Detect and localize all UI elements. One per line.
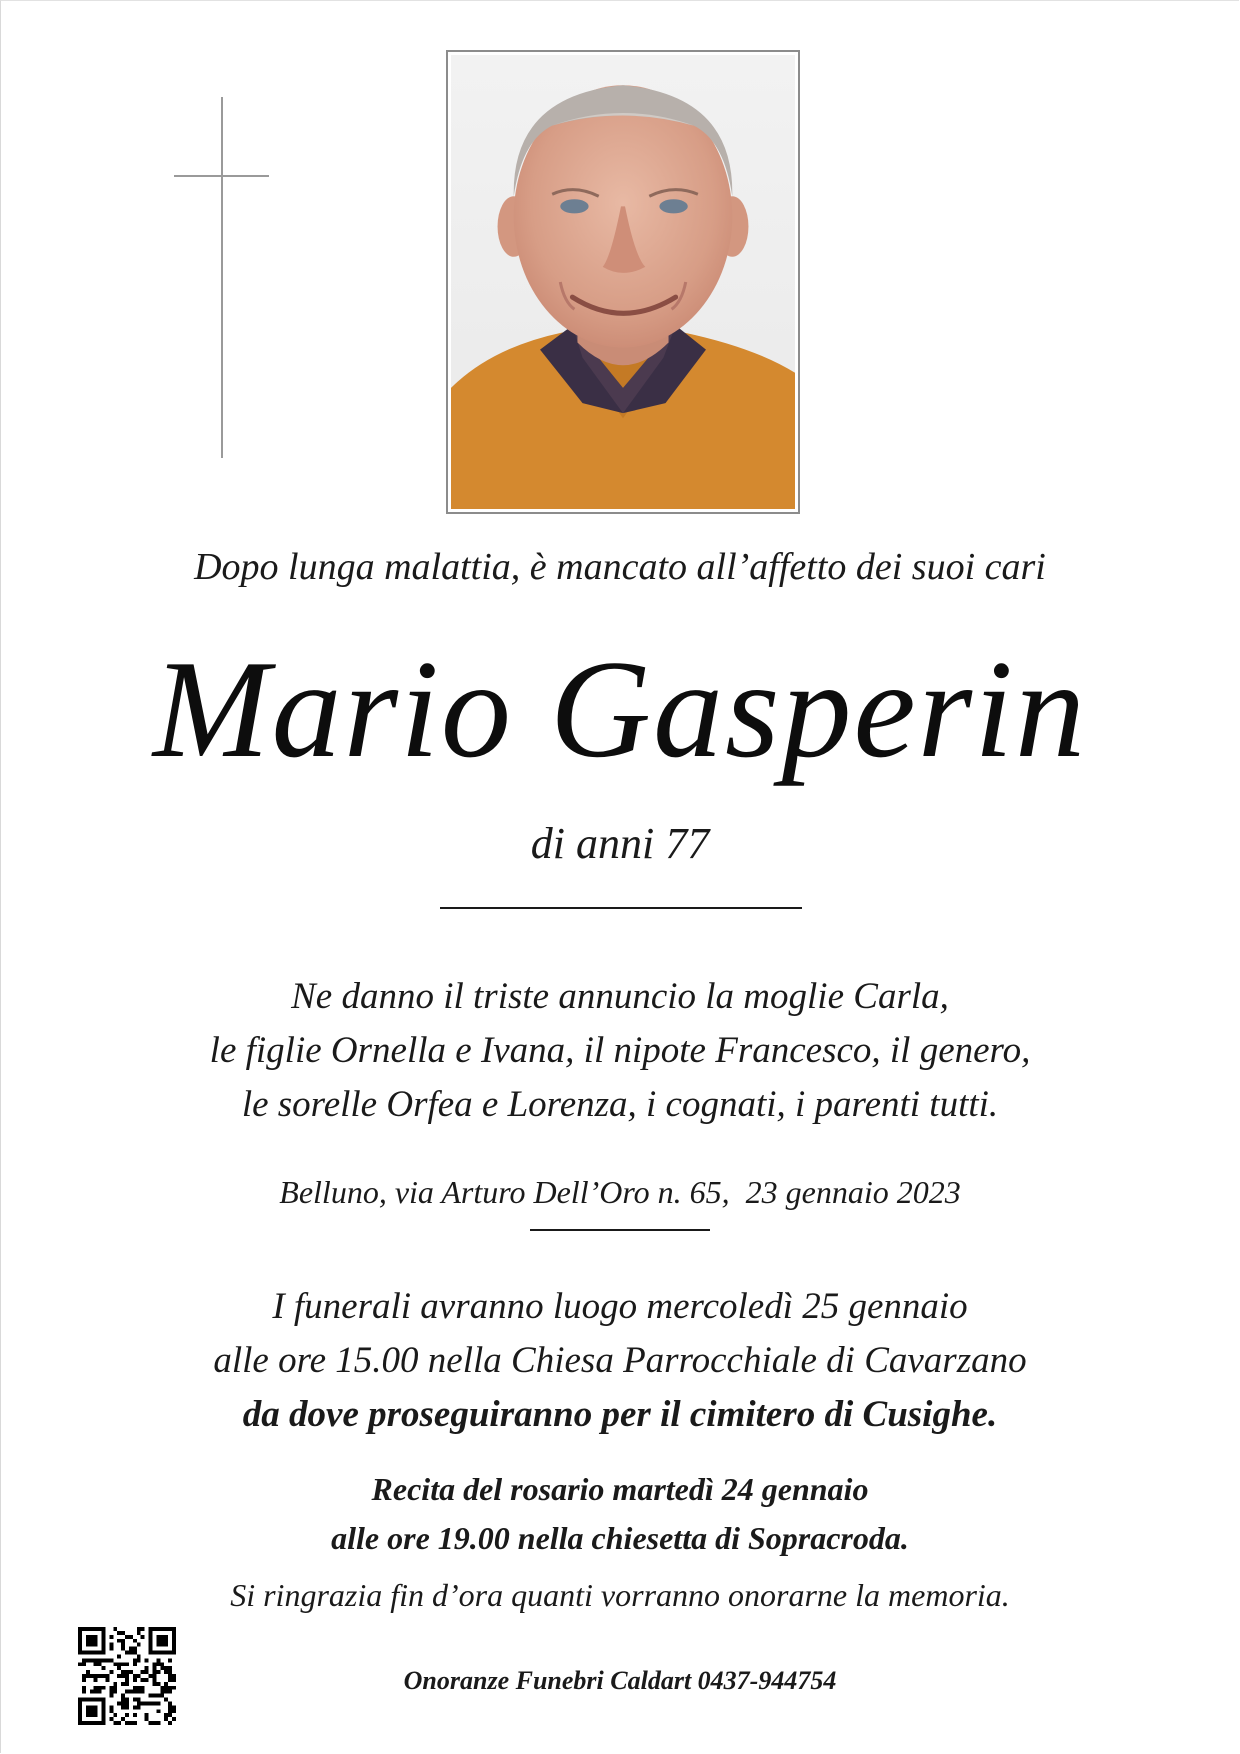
rosary-block	[0, 1465, 1240, 1563]
age-text: di anni 77	[530, 819, 710, 868]
announcement-line: le figlie Ornella e Ivana, il nipote Francesco, il genero,	[209, 1030, 1031, 1071]
portrait-photo	[446, 50, 800, 514]
funeral-line: da dove proseguiranno per il cimitero di Cusighe.	[242, 1394, 998, 1435]
deceased-name: Mario Gasperin	[152, 632, 1088, 787]
place-date: Belluno, via Arturo Dell’Oro n. 65, 23 gennaio 2023	[279, 1174, 961, 1210]
divider	[440, 907, 802, 909]
rosary-line: Recita del rosario martedì 24 gennaio	[371, 1471, 869, 1507]
announcement-block	[0, 970, 1240, 1132]
funeral-line: alle ore 15.00 nella Chiesa Parrocchiale di Cavarzano	[213, 1340, 1027, 1381]
announcement-line: le sorelle Orfea e Lorenza, i cognati, i parenti tutti.	[241, 1084, 999, 1125]
rosary-line: alle ore 19.00 nella chiesetta di Sopracroda.	[331, 1520, 909, 1556]
intro-text: Dopo lunga malattia, è mancato all’affetto dei suoi cari	[194, 546, 1046, 588]
thanks-text: Si ringrazia fin d’ora quanti vorranno onorarne la memoria.	[230, 1577, 1010, 1613]
funeral-block	[0, 1280, 1240, 1442]
divider	[530, 1229, 710, 1231]
agency-contact: Onoranze Funebri Caldart 0437-944754	[403, 1666, 837, 1695]
funeral-line: I funerali avranno luogo mercoledì 25 gennaio	[272, 1286, 968, 1327]
announcement-line: Ne danno il triste annuncio la moglie Carla,	[291, 976, 949, 1017]
